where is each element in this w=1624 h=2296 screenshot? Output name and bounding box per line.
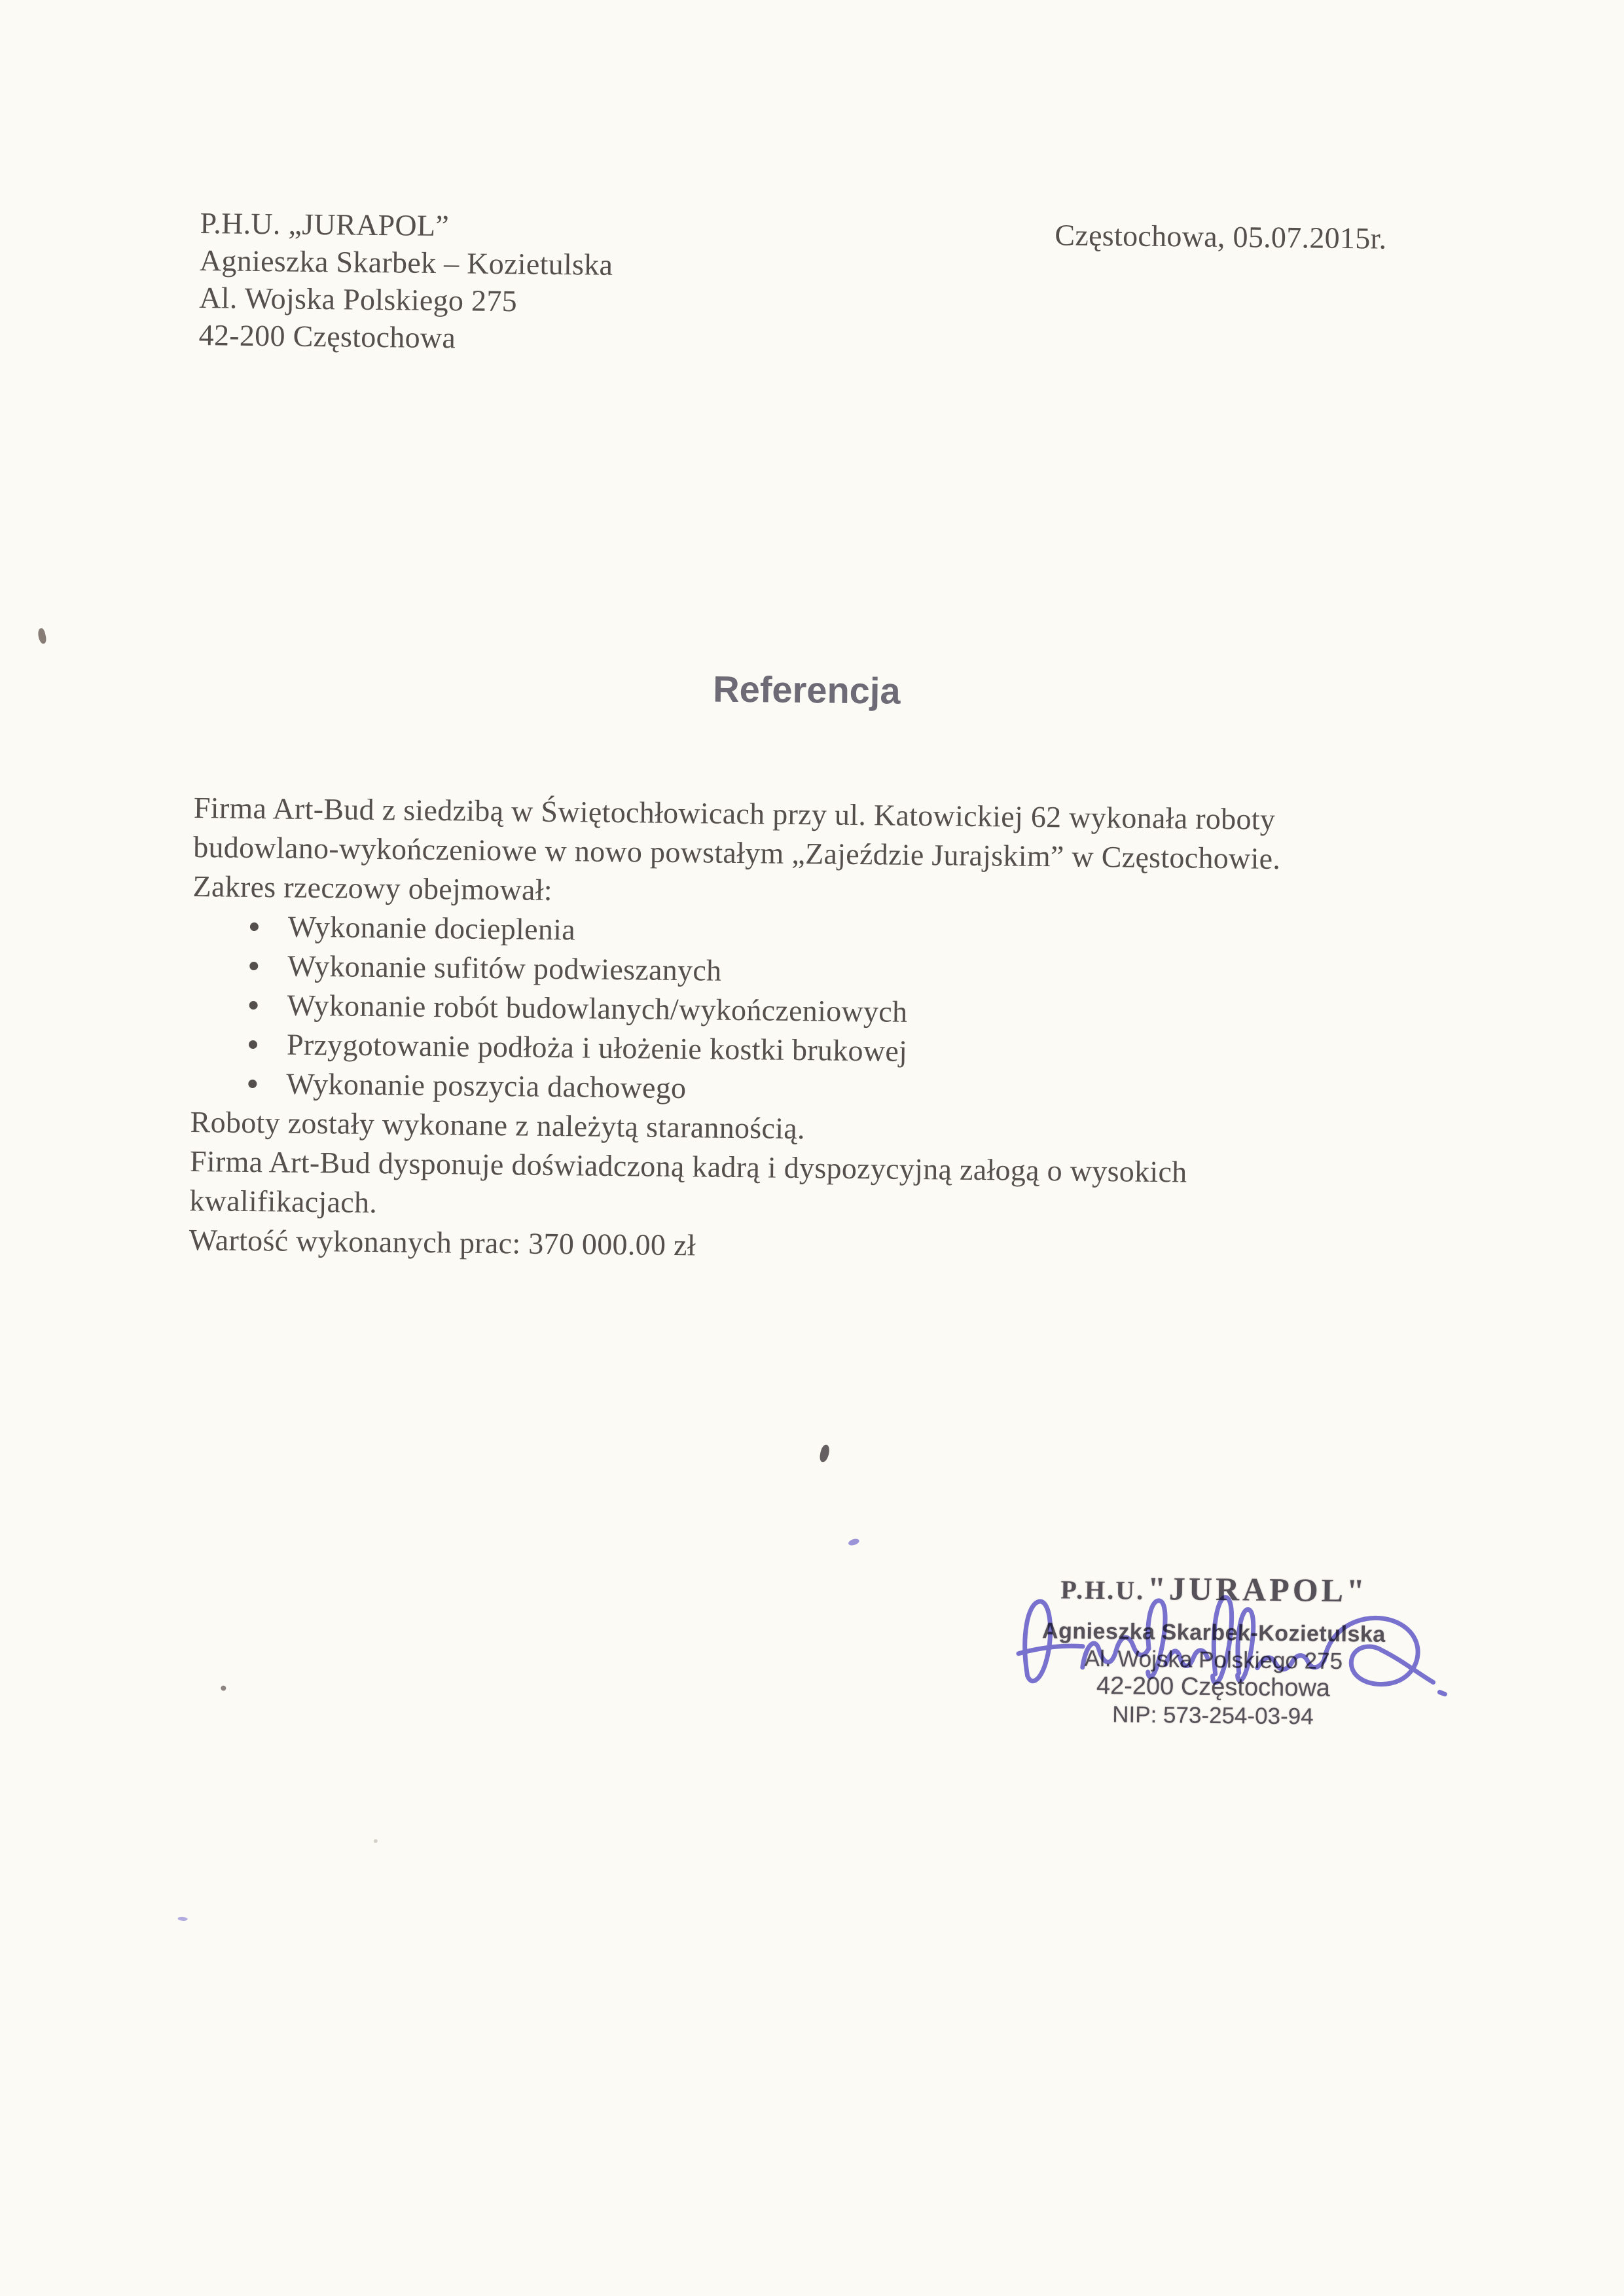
signature-stroke <box>1238 1609 1254 1681</box>
body-line: Roboty zostały wykonane z należytą starannością. <box>190 1104 806 1146</box>
bullet-text: Wykonanie docieplenia <box>287 909 576 947</box>
signature-stroke <box>1257 1655 1324 1670</box>
bullet-dot <box>249 962 258 970</box>
signature-stroke <box>1147 1601 1165 1677</box>
scan-speck <box>177 1916 187 1921</box>
signature-stroke <box>1024 1601 1051 1681</box>
date-line: Częstochowa, 05.07.2015r. <box>1055 218 1387 255</box>
body-line: Zakres rzeczowy obejmował: <box>192 869 553 907</box>
signature-stroke <box>1166 1650 1208 1666</box>
sender-city: 42-200 Częstochowa <box>198 318 456 355</box>
bullet-dot <box>249 1001 258 1010</box>
bullet-dot <box>249 1040 257 1049</box>
signature-stroke <box>1439 1692 1445 1694</box>
scan-speck <box>221 1686 226 1691</box>
sender-person: Agnieszka Skarbek – Kozietulska <box>199 244 613 282</box>
bullet-text: Wykonanie robót budowlanych/wykończeniowych <box>287 988 908 1029</box>
bullet-dot <box>248 1080 257 1088</box>
letter-body <box>189 788 1451 1273</box>
signature-stroke <box>1083 1637 1149 1668</box>
bullet-text: Wykonanie poszycia dachowego <box>286 1066 687 1105</box>
scan-speck <box>37 628 47 645</box>
bullet-text: Przygotowanie podłoża i ułożenie kostki brukowej <box>286 1027 908 1068</box>
body-line: Firma Art-Bud z siedzibą w Świętochłowicach przy ul. Katowickiej 62 wykonała roboty <box>193 791 1276 836</box>
scan-speck <box>819 1444 830 1463</box>
stamp-company-prefix: P.H.U. <box>1060 1575 1146 1605</box>
stamp-owner-name: Agnieszka Skarbek-Kozietulska <box>1041 1618 1386 1647</box>
sender-address-block <box>198 204 613 358</box>
scan-speck <box>848 1538 860 1547</box>
stamp-city: 42-200 Częstochowa <box>1096 1672 1331 1702</box>
sender-company: P.H.U. „JURAPOL” <box>200 206 450 243</box>
signature-stroke <box>1324 1618 1418 1685</box>
body-line: Firma Art-Bud dysponuje doświadczoną kadrą i dyspozycyjną załogą o wysokich <box>189 1144 1187 1189</box>
body-line: budowlano-wykończeniowe w nowo powstałym „Zajeździe Jurajskim” w Częstochowie. <box>192 830 1281 875</box>
stamp-street: Al. Wojska Polskiego 275 <box>1084 1645 1343 1675</box>
document-title: Referencja <box>712 668 901 712</box>
scan-speck <box>374 1839 378 1843</box>
stamp-nip: NIP: 573-254-03-94 <box>1112 1702 1314 1730</box>
bullet-dot <box>250 922 259 931</box>
bullet-text: Wykonanie sufitów podwieszanych <box>287 949 722 987</box>
sender-street: Al. Wojska Polskiego 275 <box>199 281 518 318</box>
stamp-company-name: "JURAPOL" <box>1147 1569 1369 1609</box>
body-line: kwalifikacjach. <box>189 1183 378 1220</box>
signature-stroke <box>1213 1597 1232 1683</box>
body-line: Wartość wykonanych prac: 370 000.00 zł <box>189 1222 696 1262</box>
handwritten-signature <box>1006 1573 1460 1718</box>
